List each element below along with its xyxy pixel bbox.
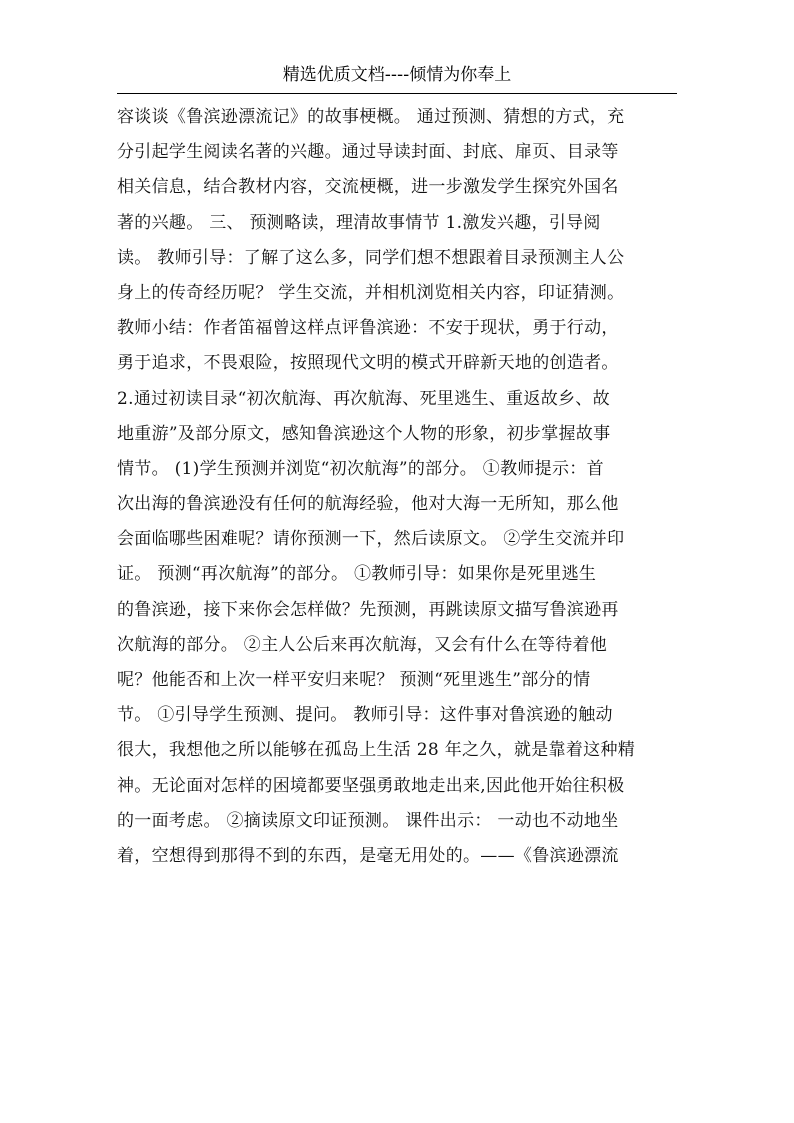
text-line: 读。 教师引导：了解了这么多，同学们想不想跟着目录预测主人公 <box>117 247 625 268</box>
page-header <box>117 60 677 94</box>
text-line: 情节。 (1)学生预测并浏览“初次航海”的部分。 ①教师提示：首 <box>117 458 604 479</box>
text-line: 证。 预测“再次航海”的部分。 ①教师引导：如果你是死里逃生 <box>117 564 597 585</box>
text-line: 很大，我想他之所以能够在孤岛上生活 28 年之久，就是靠着这种精 <box>117 740 636 761</box>
text-line: 神。无论面对怎样的困境都要坚强勇敢地走出来,因此他开始往积极 <box>117 775 625 796</box>
text-line: 节。 ①引导学生预测、提问。 教师引导：这件事对鲁滨逊的触动 <box>117 705 613 726</box>
text-line: 着，空想得到那得不到的东西，是毫无用处的。——《鲁滨逊漂流 <box>117 845 619 866</box>
document-body <box>117 100 677 874</box>
header-title: 精选优质文档----倾情为你奉上 <box>282 65 512 85</box>
text-line: 地重游”及部分原文，感知鲁滨逊这个人物的形象，初步掌握故事 <box>117 423 611 444</box>
text-line: 相关信息，结合教材内容，交流梗概，进一步激发学生探究外国名 <box>117 177 619 198</box>
text-line: 教师小结：作者笛福曾这样点评鲁滨逊：不安于现状，勇于行动， <box>117 318 619 339</box>
text-line: 勇于追求，不畏艰险，按照现代文明的模式开辟新天地的创造者。 <box>117 353 619 374</box>
text-line: 容谈谈《鲁滨逊漂流记》的故事梗概。 通过预测、猜想的方式，充 <box>117 107 625 127</box>
text-line: 次航海的部分。 ②主人公后来再次航海，又会有什么在等待着他 <box>117 634 608 655</box>
text-line: 次出海的鲁滨逊没有任何的航海经验，他对大海一无所知，那么他 <box>117 494 619 515</box>
text-line: 会面临哪些困难呢？请你预测一下，然后读原文。 ②学生交流并印 <box>117 529 625 550</box>
text-line: 分引起学生阅读名著的兴趣。通过导读封面、封底、扉页、目录等 <box>117 142 619 163</box>
text-line: 身上的传奇经历呢？ 学生交流，并相机浏览相关内容，印证猜测。 <box>117 282 625 303</box>
text-line: 的鲁滨逊，接下来你会怎样做？先预测，再跳读原文描写鲁滨逊再 <box>117 599 619 620</box>
text-line: 的一面考虑。 ②摘读原文印证预测。 课件出示： 一动也不动地坐 <box>117 810 619 831</box>
text-line: 呢？他能否和上次一样平安归来呢？ 预测“死里逃生”部分的情 <box>117 670 591 690</box>
text-line: 2.通过初读目录“初次航海、再次航海、死里逃生、重返故乡、故 <box>117 388 610 409</box>
text-line: 著的兴趣。 三、 预测略读，理清故事情节 1.激发兴趣，引导阅 <box>117 212 601 233</box>
